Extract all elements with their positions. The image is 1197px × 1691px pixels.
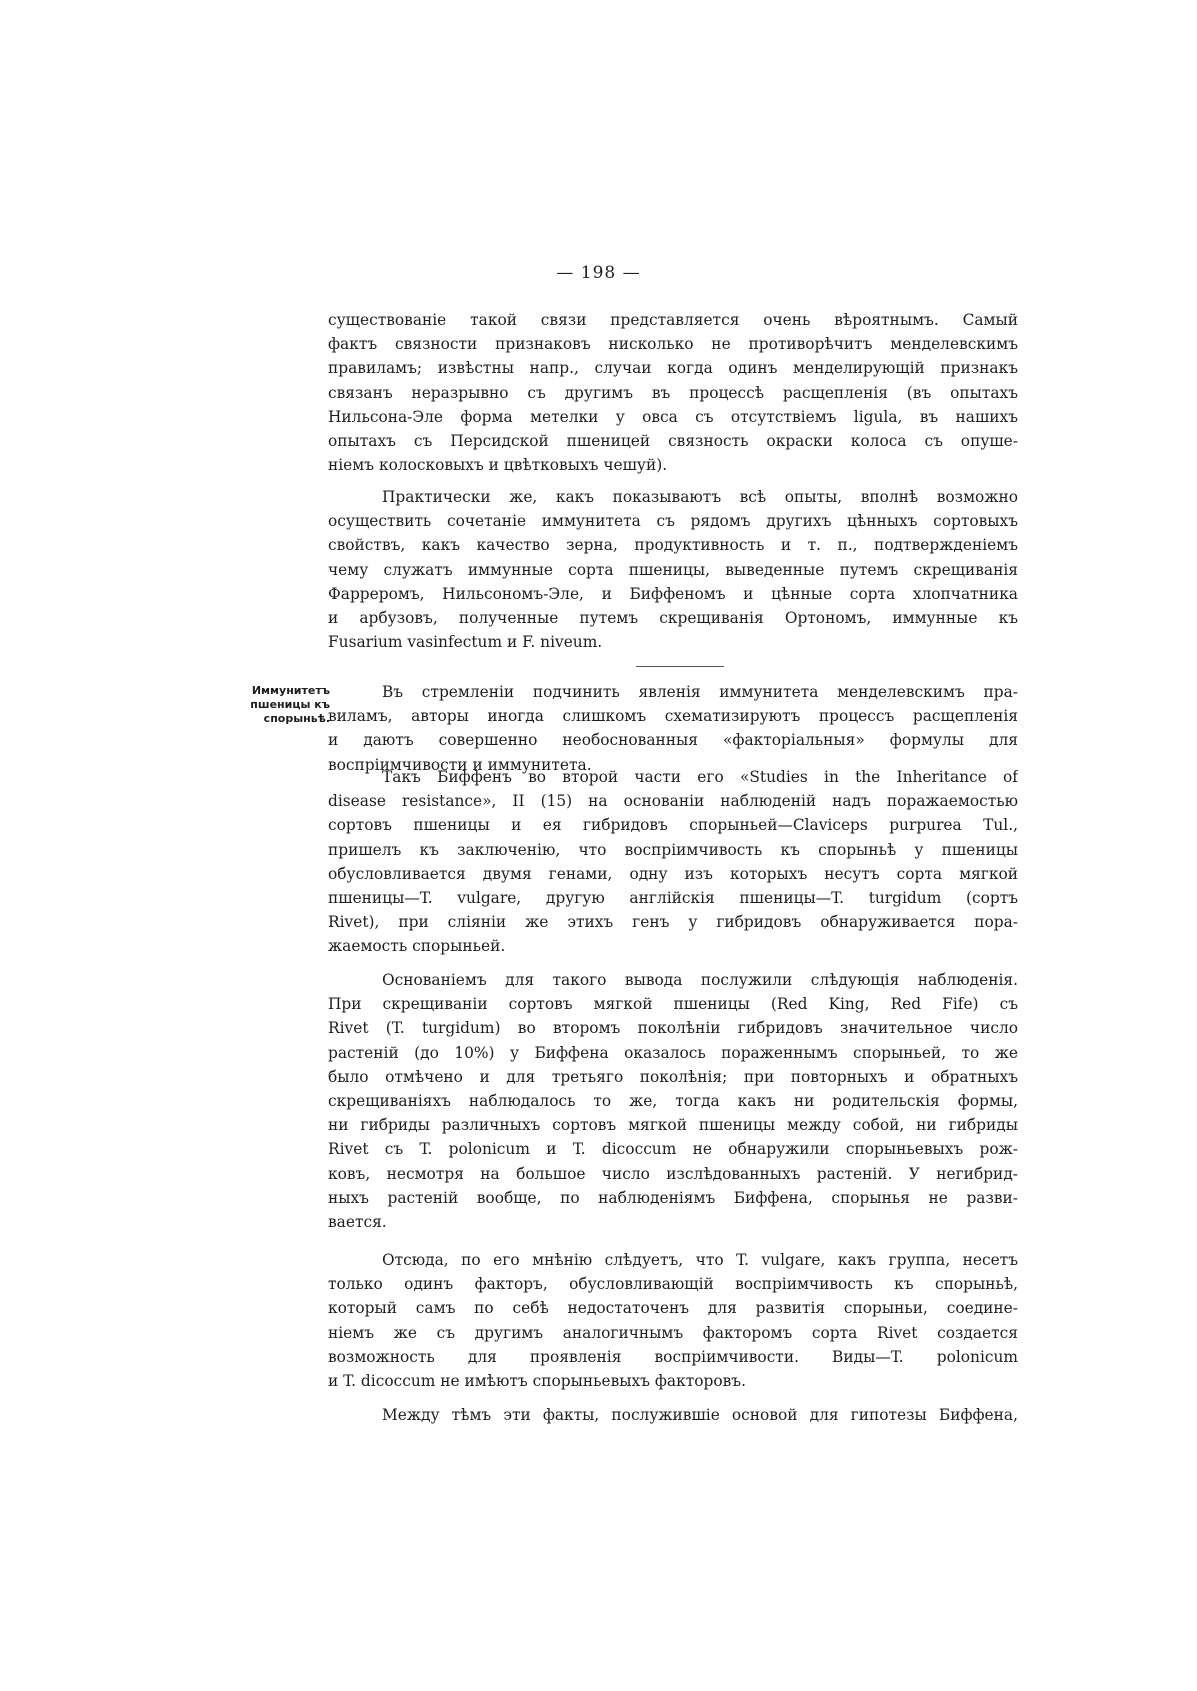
- section-divider: [636, 666, 724, 667]
- text-line: При скрещиваніи сортовъ мягкой пшеницы (Red King, Red Fife) съ: [328, 995, 1018, 1014]
- text-line: Въ стремленіи подчинить явленія иммунитета менделевскимъ пра-: [382, 683, 1018, 701]
- text-line: Основаніемъ для такого вывода послужили слѣдующія наблюденія.: [382, 971, 1018, 989]
- text-line: Fusarium vasinfectum и F. niveum.: [328, 633, 603, 652]
- text-line: чему служатъ иммунные сорта пшеницы, выведенные путемъ скрещиванія: [328, 560, 1018, 579]
- text-line: Нильсона-Эле форма метелки у овса съ отсутствіемъ ligula, въ нашихъ: [328, 407, 1018, 426]
- text-line: пшеницы—T. vulgare, другую англійскія пшеницы—T. turgidum (сортъ: [328, 889, 1018, 908]
- text-line: связанъ неразрывно съ другимъ въ процессѣ расщепленія (въ опытахъ: [328, 383, 1018, 402]
- text-line: который самъ по себѣ недостаточенъ для развитія спорыньи, соедине-: [328, 1299, 1018, 1318]
- paragraph-6: [328, 1248, 1018, 1393]
- page-number: — 198 —: [556, 263, 641, 283]
- text-line: Отсюда, по его мнѣнію слѣдуетъ, что T. vulgare, какъ группа, несетъ: [382, 1251, 1018, 1269]
- margin-note-line: пшеницы къ: [250, 698, 330, 711]
- text-line: виламъ, авторы иногда слишкомъ схематизируютъ процессъ расщепленія: [328, 707, 1018, 726]
- margin-note-line: Иммунитетъ: [251, 684, 330, 697]
- text-line: сортовъ пшеницы и ея гибридовъ спорыньей—Claviceps purpurea Tul.,: [328, 816, 1018, 835]
- text-line: вается.: [328, 1213, 387, 1232]
- text-line: было отмѣчено и для третьяго поколѣнія; при повторныхъ и обратныхъ: [328, 1067, 1018, 1086]
- text-line: Фарреромъ, Нильсономъ-Эле, и Биффеномъ и цѣнные сорта хлопчатника: [328, 584, 1018, 603]
- text-line: существованіе такой связи представляется очень вѣроятнымъ. Самый: [328, 311, 1018, 329]
- text-line: и T. dicoccum не имѣютъ спорыньевыхъ факторовъ.: [328, 1372, 746, 1391]
- paragraph-4: [328, 765, 1018, 959]
- paragraph-2: [328, 485, 1018, 654]
- text-line: свойствъ, какъ качество зерна, продуктивность и т. п., подтвержденіемъ: [328, 536, 1018, 555]
- text-line: осуществить сочетаніе иммунитета съ рядомъ другихъ цѣнныхъ сортовыхъ: [328, 512, 1018, 531]
- margin-note-line: спорыньѣ.: [263, 712, 330, 725]
- text-line: ніемъ колосковыхъ и цвѣтковыхъ чешуй).: [328, 456, 668, 475]
- paragraph-3: [328, 680, 1018, 777]
- text-line: правиламъ; извѣстны напр., случаи когда одинъ менделирующій признакъ: [328, 359, 1018, 378]
- paragraph-5: [328, 968, 1018, 1234]
- text-line: Между тѣмъ эти факты, послужившіе основой для гипотезы Биффена,: [382, 1406, 1018, 1424]
- text-line: Такъ Биффенъ во второй части его «Studies in the Inheritance of: [382, 768, 1018, 786]
- text-line: ніемъ же съ другимъ аналогичнымъ факторомъ сорта Rivet создается: [328, 1323, 1018, 1342]
- text-line: пришелъ къ заключенію, что воспріимчивость къ спорыньѣ у пшеницы: [328, 840, 1018, 859]
- text-line: ни гибриды различныхъ сортовъ мягкой пшеницы между собой, ни гибриды: [328, 1116, 1018, 1135]
- text-line: Rivet), при сліяніи же этихъ генъ у гибридовъ обнаруживается пора-: [328, 913, 1018, 932]
- text-line: ковъ, несмотря на большое число изслѣдованныхъ растеній. У негибрид-: [328, 1164, 1018, 1183]
- text-line: опытахъ съ Персидской пшеницей связность окраски колоса съ опуше-: [328, 432, 1018, 451]
- text-line: жаемость спорыньей.: [328, 937, 506, 956]
- text-line: ныхъ растеній вообще, по наблюденіямъ Биффена, спорынья не разви-: [328, 1188, 1018, 1207]
- text-line: и даютъ совершенно необоснованныя «факторіальныя» формулы для: [328, 731, 1018, 750]
- paragraph-1: [328, 308, 1018, 477]
- paragraph-7: [328, 1403, 1018, 1427]
- text-line: воспріимчивости и иммунитета.: [328, 755, 592, 774]
- text-line: Rivet (T. turgidum) во второмъ поколѣніи гибридовъ значительное число: [328, 1019, 1018, 1038]
- text-line: растеній (до 10%) у Биффена оказалось пораженнымъ спорыньей, то же: [328, 1043, 1018, 1062]
- text-line: Практически же, какъ показываютъ всѣ опыты, вполнѣ возможно: [382, 488, 1018, 506]
- text-line: Rivet съ T. polonicum и T. dicoccum не обнаружили спорыньевыхъ рож-: [328, 1140, 1018, 1159]
- text-line: disease resistance», II (15) на основаніи наблюденій надъ поражаемостью: [328, 792, 1018, 811]
- text-line: фактъ связности признаковъ нисколько не противорѣчитъ менделевскимъ: [328, 335, 1018, 354]
- text-line: только одинъ факторъ, обусловливающій воспріимчивость къ спорыньѣ,: [328, 1275, 1018, 1294]
- margin-note: [238, 684, 330, 726]
- text-line: возможность для проявленія воспріимчивости. Виды—T. polonicum: [328, 1347, 1018, 1366]
- text-line: скрещиваніяхъ наблюдалось то же, тогда какъ ни родительскія формы,: [328, 1092, 1018, 1111]
- text-line: обусловливается двумя генами, одну изъ которыхъ несутъ сорта мягкой: [328, 864, 1018, 883]
- text-line: и арбузовъ, полученные путемъ скрещиванія Ортономъ, иммунные къ: [328, 609, 1018, 628]
